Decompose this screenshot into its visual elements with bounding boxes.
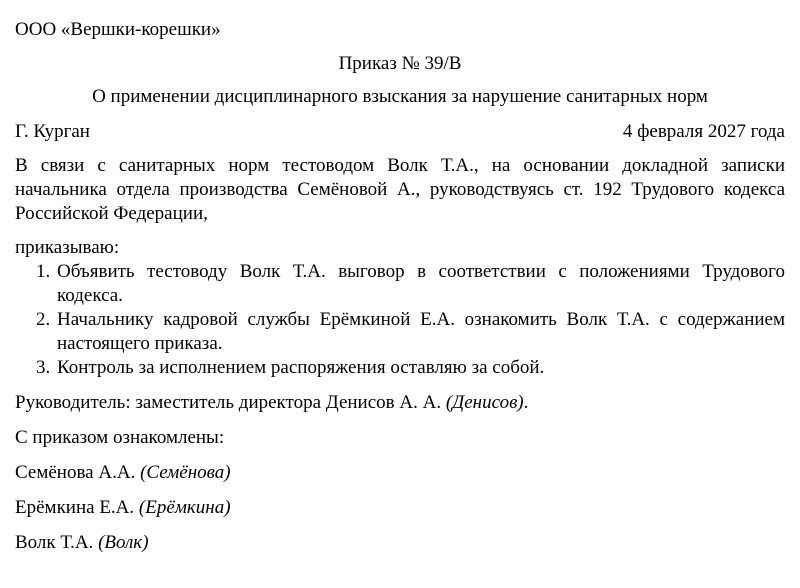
head-trailing-dot: . [523, 392, 529, 413]
order-item-number: 2. [36, 309, 51, 330]
document [15, 18, 785, 555]
organization-name: ООО «Вершки-корешки» [15, 19, 221, 40]
head-signature-line [15, 391, 785, 415]
order-subject: О применении дисциплинарного взыскания за нарушение санитарных норм [92, 86, 708, 107]
order-item-text: Контроль за исполнением распоряжения оставляю за собой. [57, 357, 545, 378]
acquainted-name: Ерёмкина Е.А. [15, 497, 135, 518]
acquainted-signature: (Ерёмкина) [138, 497, 231, 518]
place-date-row [15, 120, 785, 144]
acquainted-label: С приказом ознакомлены: [15, 427, 225, 448]
acquainted-entry [15, 531, 785, 555]
order-item-text: Начальнику кадровой службы Ерёмкиной Е.А. ознакомить Волк Т.А. с содержанием настоящего приказа. [57, 309, 785, 354]
head-label: Руководитель: заместитель директора Денисов А. А. [15, 392, 442, 413]
order-word: приказываю: [15, 237, 120, 258]
order-item-number: 3. [36, 357, 51, 378]
acquainted-signature: (Семёнова) [140, 462, 231, 483]
acquainted-entry [15, 496, 785, 520]
order-item [15, 308, 785, 356]
city: Г. Курган [15, 121, 90, 142]
acquainted-signature: (Волк) [98, 532, 149, 553]
acquainted-name: Волк Т.А. [15, 532, 94, 553]
head-signature: (Денисов) [445, 392, 524, 413]
preamble-paragraph: В связи с санитарных норм тестоводом Волк Т.А., на основании докладной записки начальника отдела производства Семёновой А., руководствуясь ст. 192 Трудового кодекса Российской Федерации, [15, 155, 785, 224]
order-item-text: Объявить тестоводу Волк Т.А. выговор в соответствии с положениями Трудового кодекса. [57, 261, 785, 306]
order-items-list [15, 260, 785, 380]
order-title: Приказ № 39/В [338, 53, 462, 74]
order-item-number: 1. [36, 261, 51, 282]
order-date: 4 февраля 2027 года [622, 121, 785, 142]
acquainted-entry [15, 461, 785, 485]
order-item [15, 260, 785, 308]
order-item [15, 356, 785, 380]
acquainted-name: Семёнова А.А. [15, 462, 136, 483]
